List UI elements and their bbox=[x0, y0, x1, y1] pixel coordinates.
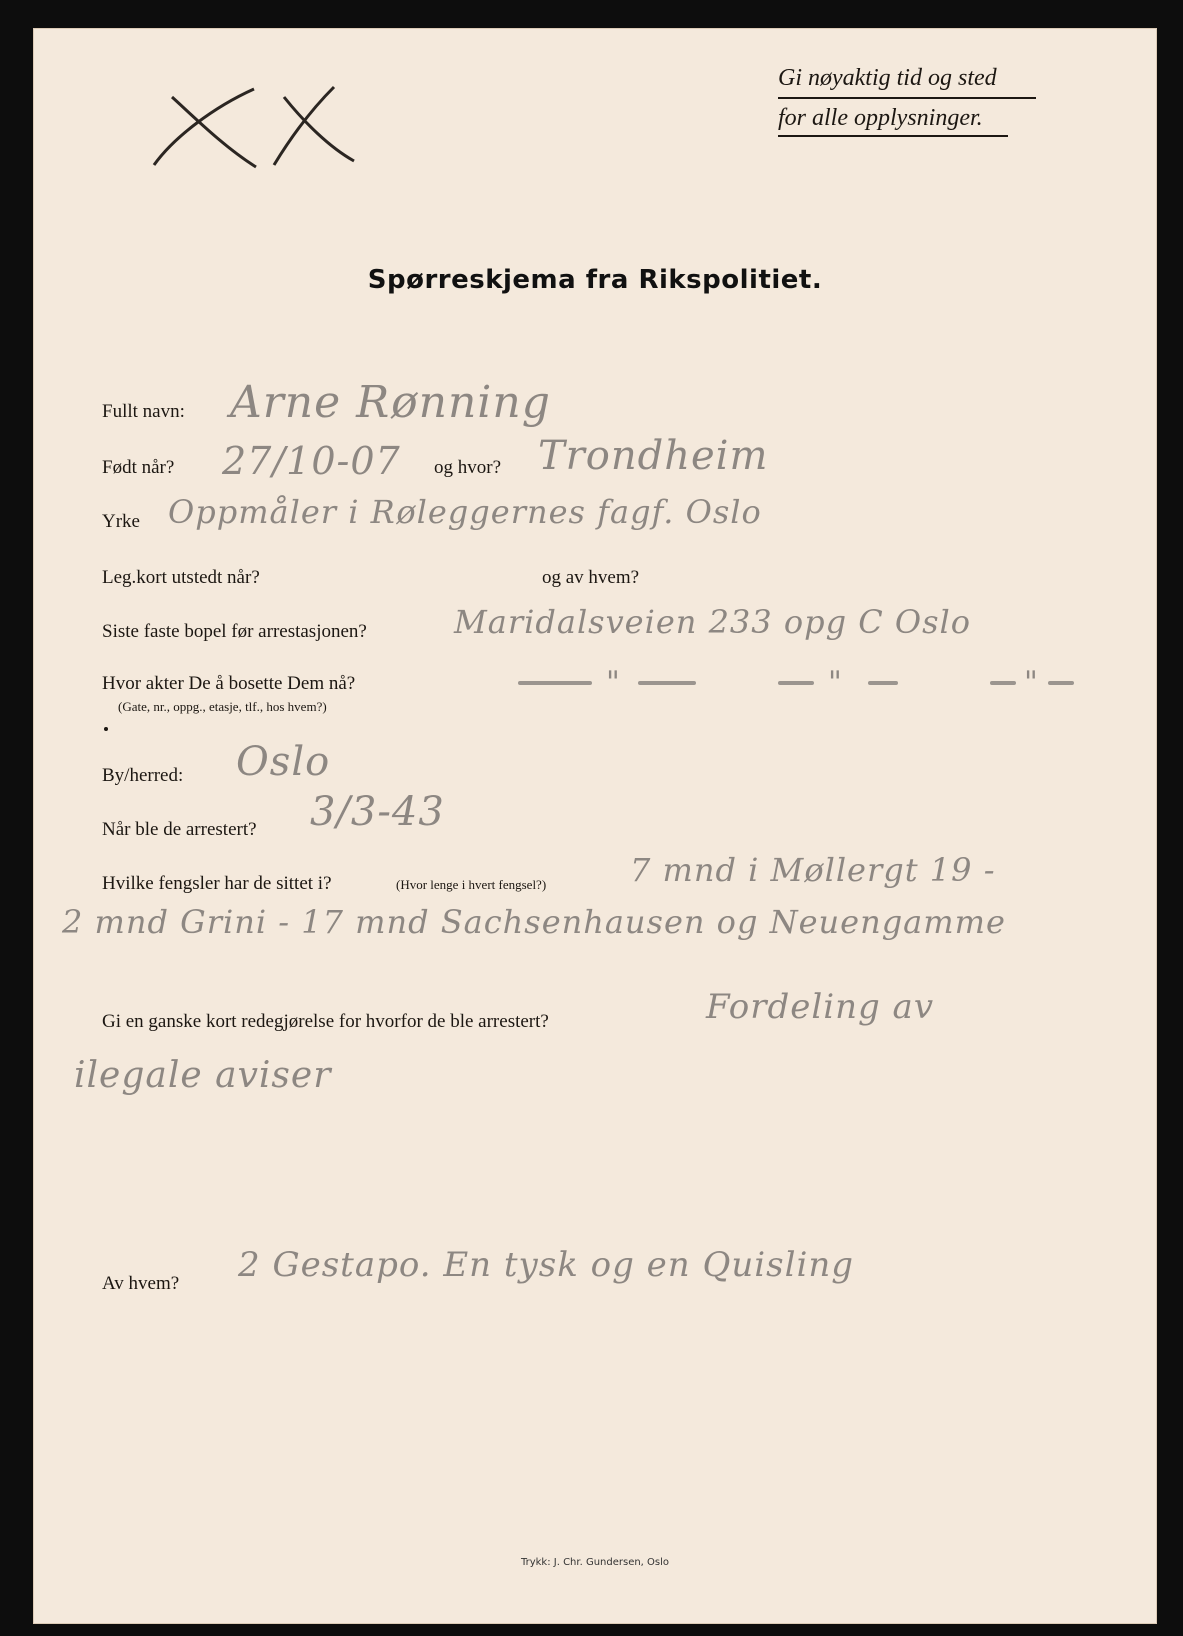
value-arrestert-naar: 3/3-43 bbox=[310, 789, 445, 835]
sublabel-bosette: (Gate, nr., oppg., etasje, tlf., hos hvem?) bbox=[118, 699, 327, 714]
value-fullt-navn: Arne Rønning bbox=[230, 377, 551, 428]
instruction-rule-1 bbox=[778, 97, 1036, 99]
label-og-av-hvem: og av hvem? bbox=[542, 567, 640, 588]
ditto-mark-2: " bbox=[828, 665, 843, 700]
label-av-hvem: Av hvem? bbox=[102, 1273, 180, 1294]
form-title: Spørreskjema fra Rikspolitiet. bbox=[367, 265, 823, 295]
sublabel-fengsler: (Hvor lenge i hvert fengsel?) bbox=[396, 877, 547, 892]
form-page bbox=[33, 28, 1157, 1624]
value-hvorfor-line-1: Fordeling av bbox=[706, 987, 935, 1027]
ditto-dash bbox=[1048, 681, 1074, 685]
value-og-hvor: Trondheim bbox=[538, 433, 769, 479]
ditto-dash bbox=[638, 681, 696, 685]
label-arrestert-naar: Når ble de arrestert? bbox=[102, 819, 257, 840]
printer-credit: Trykk: J. Chr. Gundersen, Oslo bbox=[520, 1557, 670, 1568]
instruction-rule-2 bbox=[778, 135, 1008, 137]
ditto-dash bbox=[778, 681, 814, 685]
stray-dot bbox=[104, 727, 108, 731]
value-hvorfor-line-2: ilegale aviser bbox=[74, 1055, 332, 1096]
ditto-mark-3: " bbox=[1024, 665, 1039, 700]
label-fengsler: Hvilke fengsler har de sittet i? bbox=[102, 873, 332, 894]
ditto-dash bbox=[868, 681, 898, 685]
value-fengsler-line-1: 7 mnd i Møllergt 19 - bbox=[630, 851, 996, 889]
label-siste-bopel: Siste faste bopel før arrestasjonen? bbox=[102, 621, 367, 642]
value-fengsler-line-2: 2 mnd Grini - 17 mnd Sachsenhausen og Neuengamme bbox=[62, 903, 1006, 941]
value-by-herred: Oslo bbox=[236, 739, 331, 785]
label-og-hvor: og hvor? bbox=[434, 457, 502, 478]
label-by-herred: By/herred: bbox=[102, 765, 184, 786]
value-yrke: Oppmåler i Røleggernes fagf. Oslo bbox=[168, 493, 762, 531]
value-fodt-naar: 27/10-07 bbox=[222, 439, 401, 483]
label-fullt-navn: Fullt navn: bbox=[102, 401, 185, 422]
value-siste-bopel: Maridalsveien 233 opg C Oslo bbox=[454, 603, 972, 641]
label-yrke: Yrke bbox=[102, 511, 140, 532]
label-fodt-naar: Født når? bbox=[102, 457, 175, 478]
label-legkort: Leg.kort utstedt når? bbox=[102, 567, 260, 588]
value-av-hvem: 2 Gestapo. En tysk og en Quisling bbox=[238, 1245, 854, 1285]
ditto-dash bbox=[990, 681, 1016, 685]
instruction-line-2: for alle opplysninger. bbox=[778, 105, 983, 131]
ditto-dash bbox=[518, 681, 592, 685]
label-bosette: Hvor akter De å bosette Dem nå? bbox=[102, 673, 356, 694]
handwritten-xx-marks bbox=[144, 77, 364, 177]
instruction-line-1: Gi nøyaktig tid og sted bbox=[778, 65, 997, 91]
label-hvorfor: Gi en ganske kort redegjørelse for hvorfor de ble arrestert? bbox=[102, 1011, 549, 1032]
ditto-mark-1: " bbox=[606, 665, 621, 700]
